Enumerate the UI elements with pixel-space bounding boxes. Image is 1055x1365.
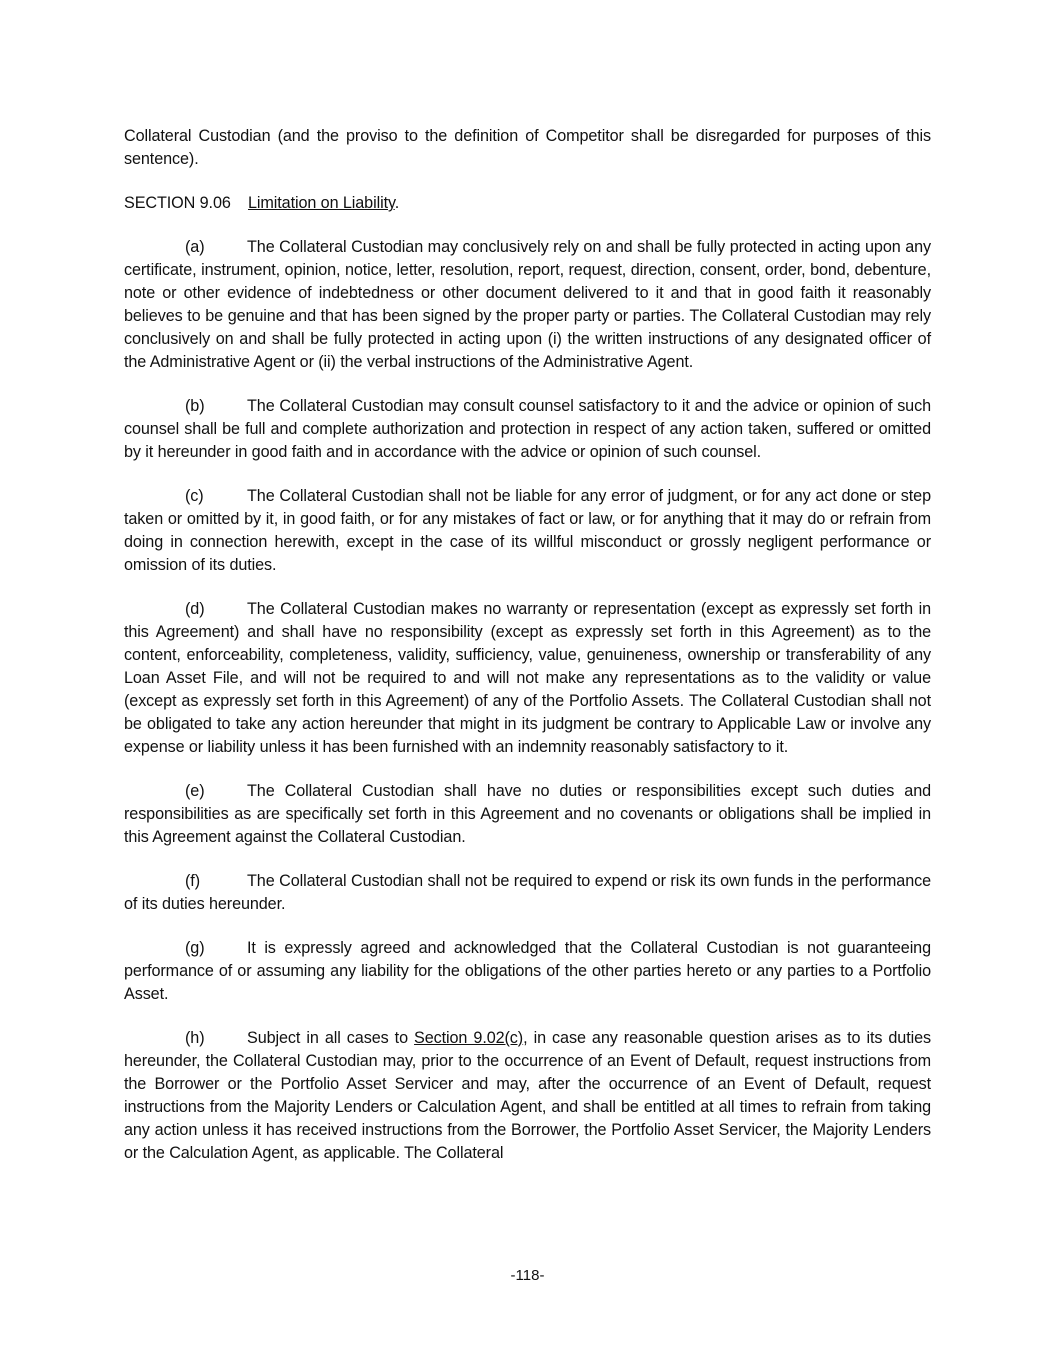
section-title-period: . bbox=[394, 194, 400, 212]
page-number: -118- bbox=[510, 1267, 545, 1284]
paragraph-d bbox=[124, 598, 931, 759]
paragraph-label: (h) bbox=[185, 1029, 205, 1047]
paragraph-text: The Collateral Custodian may conclusively rely on and shall be fully protected in acting upon any certificate, instrument, opinion, notice, letter, resolution, report, request, direction, consent, order, bond, debenture, note or other evidence of indebtedness or other document delivered to it and that in good faith it reasonably believes to be genuine and that has been signed by the proper party or parties. The Collateral Custodian may rely conclusively on and shall be fully protected in acting upon (i) the written instructions of any designated officer of the Administrative Agent or (ii) the verbal instructions of the Administrative Agent. bbox=[124, 238, 931, 371]
section-reference: Section 9.02(c) bbox=[414, 1029, 524, 1047]
paragraph-text: The Collateral Custodian shall have no duties or responsibilities except such duties and responsibilities as are specifically set forth in this Agreement and no covenants or obligations shall be implied in this Agreement against the Collateral Custodian. bbox=[124, 782, 931, 846]
paragraph-text: The Collateral Custodian makes no warranty or representation (except as expressly set forth in this Agreement) and shall have no responsibility (except as expressly set forth in this Agreement) as to the content, enforceability, completeness, validity, sufficiency, value, genuineness, ownership or transferability of any Loan Asset File, and will not be required to and will not make any representations as to the validity or value (except as expressly set forth in this Agreement) of any of the Portfolio Assets. The Collateral Custodian shall not be obligated to take any action hereunder that might in its judgment be contrary to Applicable Law or involve any expense or liability unless it has been furnished with an indemnity reasonably satisfactory to it. bbox=[124, 600, 931, 756]
document-page bbox=[124, 125, 931, 1186]
paragraph-label: (c) bbox=[185, 487, 204, 505]
paragraph-g bbox=[124, 937, 931, 1006]
paragraph-f bbox=[124, 870, 931, 916]
paragraph-text-after: , in case any reasonable question arises as to its duties hereunder, the Collateral Custodian may, prior to the occurrence of an Event of Default, request instructions from the Borrower or the Portfolio Asset Servicer and may, after the occurrence of an Event of Default, request instructions from the Majority Lenders or Calculation Agent, and shall be entitled at all times to refrain from taking any action unless it has received instructions from the Borrower, the Portfolio Asset Servicer, the Majority Lenders or the Calculation Agent, as applicable. The Collateral bbox=[124, 1029, 932, 1162]
section-heading bbox=[124, 192, 931, 215]
paragraph-b bbox=[124, 395, 931, 464]
paragraph-a bbox=[124, 236, 931, 374]
paragraph-c bbox=[124, 485, 931, 577]
paragraph-e bbox=[124, 780, 931, 849]
section-title: Limitation on Liability bbox=[248, 194, 395, 212]
paragraph-h bbox=[124, 1027, 931, 1165]
paragraph-text-before: Subject in all cases to bbox=[247, 1029, 415, 1047]
paragraph-label: (a) bbox=[185, 238, 205, 256]
paragraph-text: The Collateral Custodian may consult counsel satisfactory to it and the advice or opinion of such counsel shall be full and complete authorization and protection in respect of any action taken, suffered or omitted by it hereunder in good faith and in accordance with the advice or opinion of such counsel. bbox=[124, 397, 931, 461]
paragraph-label: (e) bbox=[185, 782, 205, 800]
paragraph-label: (d) bbox=[185, 600, 205, 618]
section-number: SECTION 9.06 bbox=[124, 194, 231, 212]
paragraph-label: (b) bbox=[185, 397, 205, 415]
paragraph-label: (f) bbox=[185, 872, 200, 890]
paragraph-text: It is expressly agreed and acknowledged that the Collateral Custodian is not guaranteeing performance of or assuming any liability for the obligations of the other parties hereto or any parties to a Portfolio Asset. bbox=[124, 939, 931, 1003]
paragraph-label: (g) bbox=[185, 939, 205, 957]
paragraph-text: The Collateral Custodian shall not be required to expend or risk its own funds in the performance of its duties hereunder. bbox=[124, 872, 931, 913]
paragraph-text: The Collateral Custodian shall not be liable for any error of judgment, or for any act done or step taken or omitted by it, in good faith, or for any mistakes of fact or law, or for anything that it may do or refrain from doing in connection herewith, except in the case of its willful misconduct or grossly negligent performance or omission of its duties. bbox=[124, 487, 931, 574]
continuation-paragraph: Collateral Custodian (and the proviso to the definition of Competitor shall be disregarded for purposes of this sentence). bbox=[124, 127, 931, 168]
